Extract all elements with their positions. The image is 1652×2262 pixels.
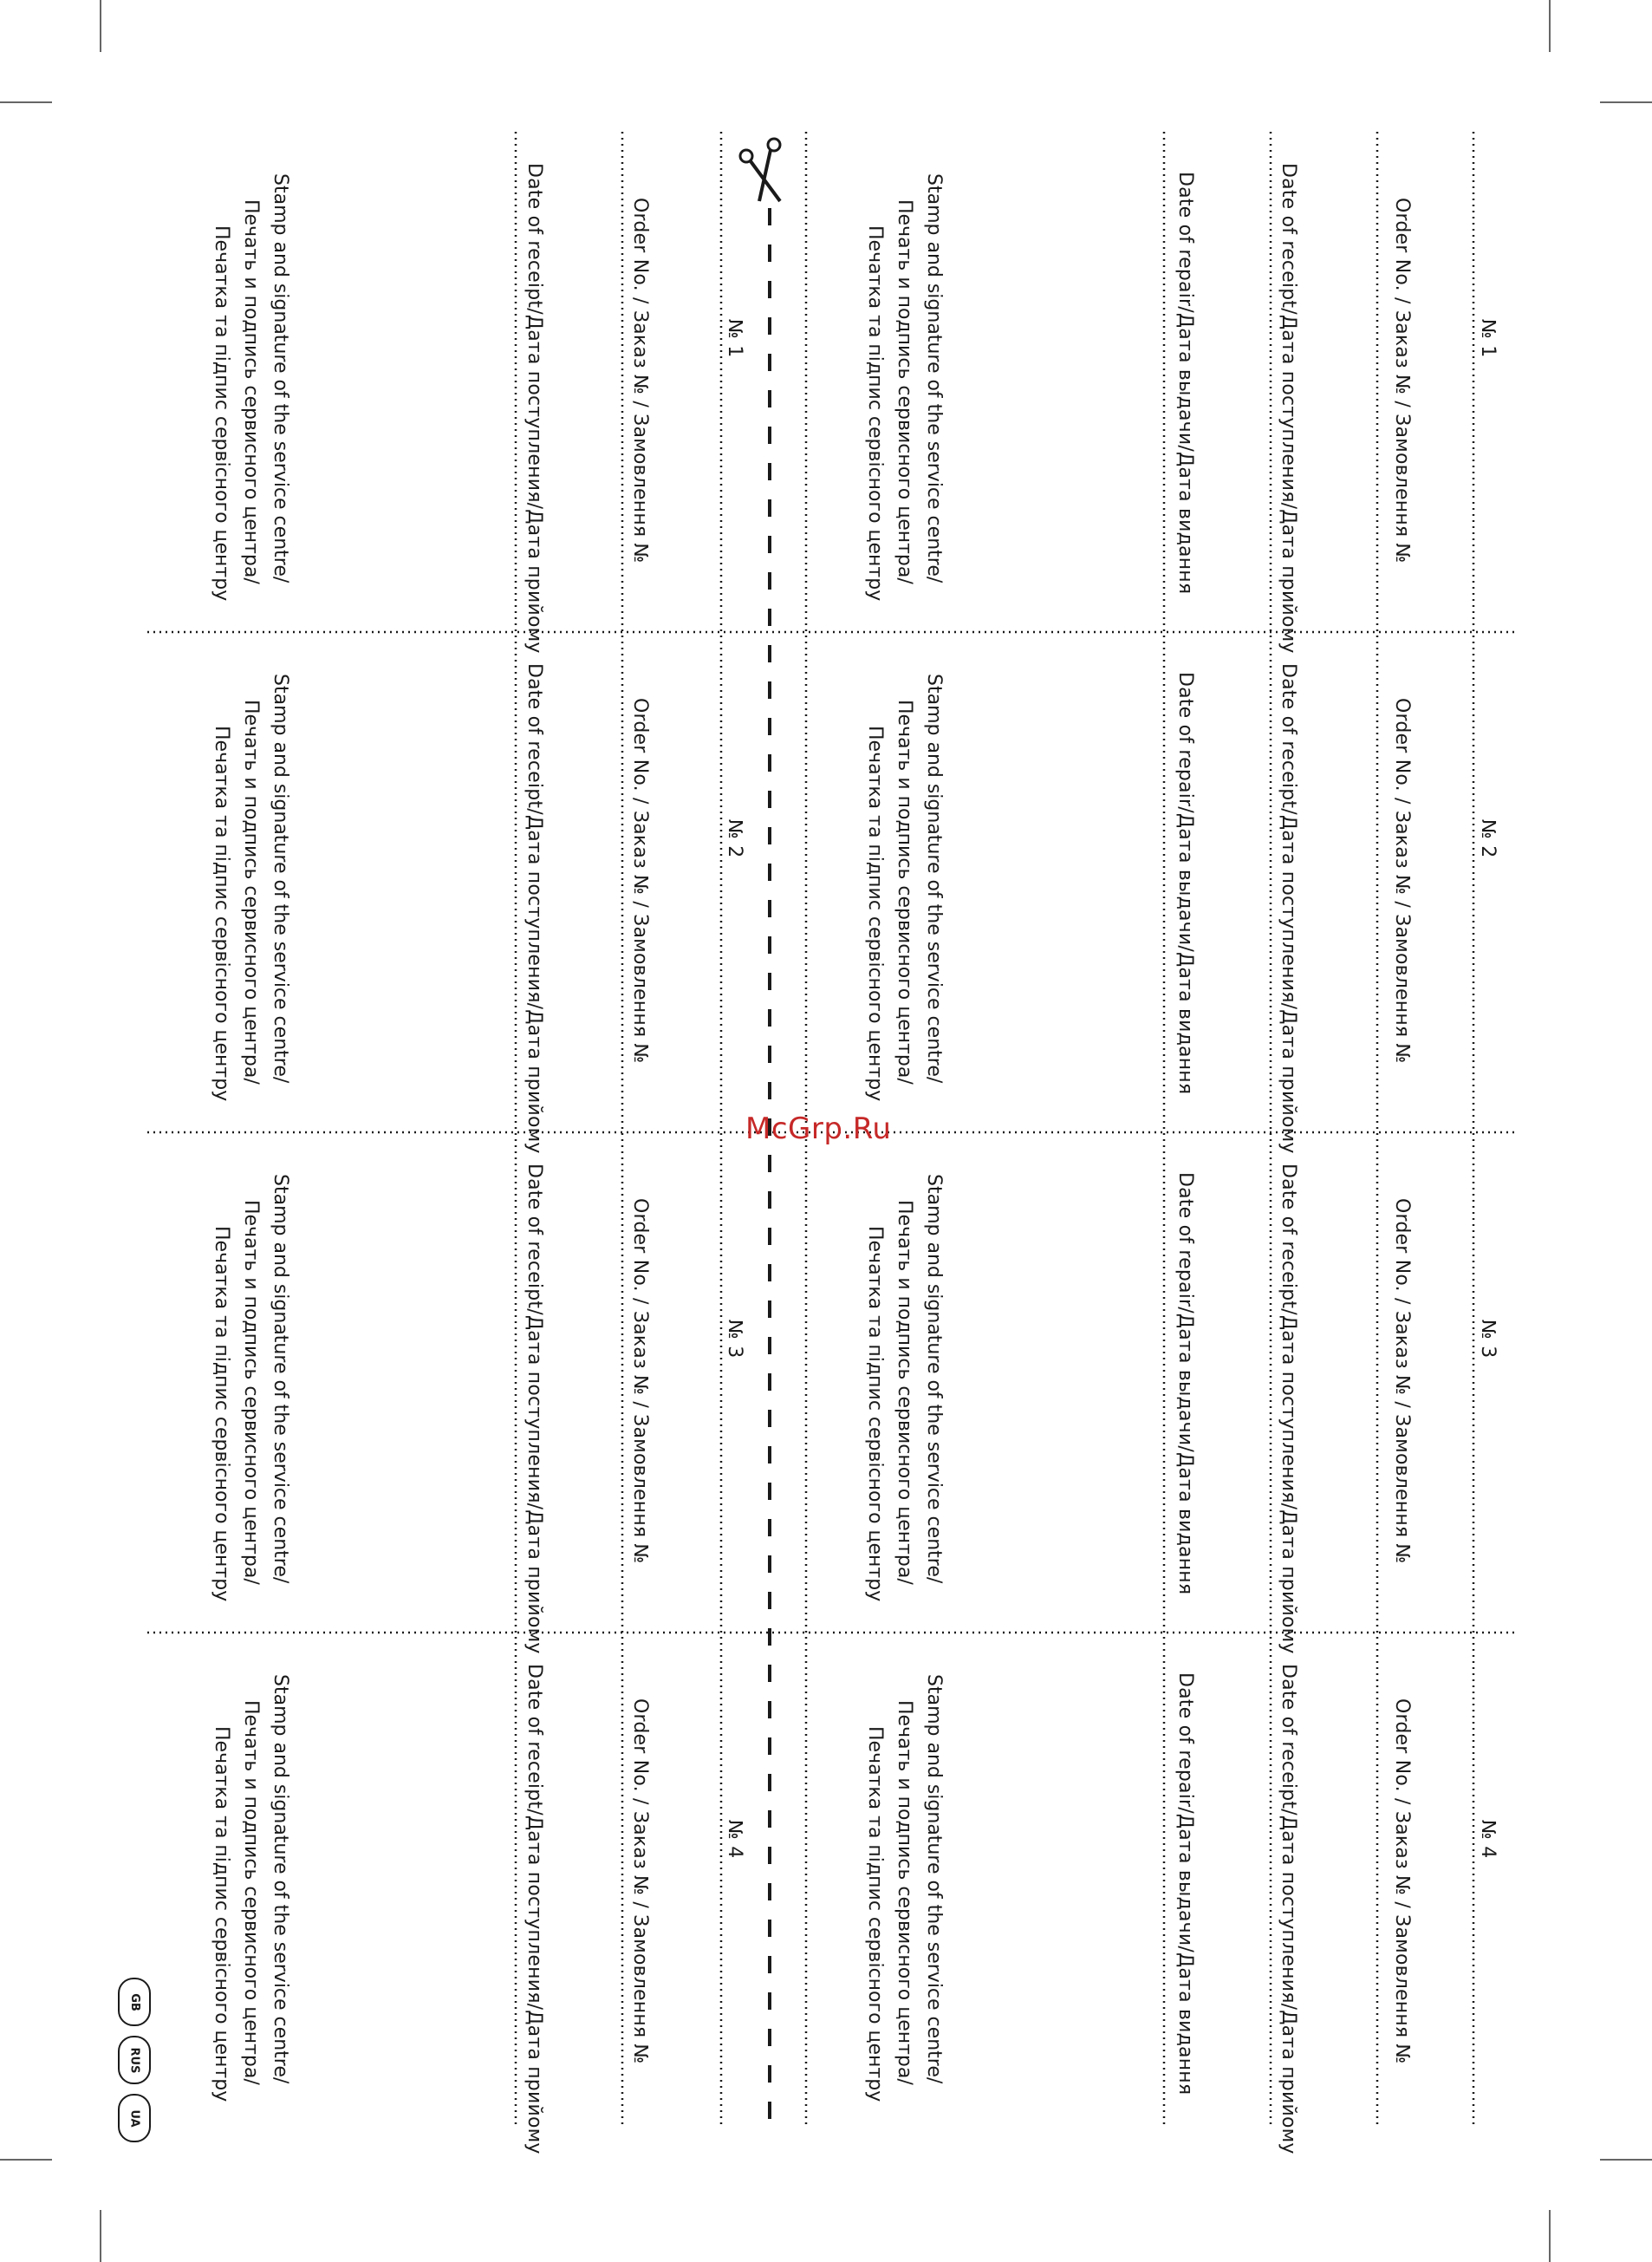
- coupon-number-upper: № 2: [1477, 819, 1499, 858]
- coupon-number-lower: № 4: [724, 1820, 745, 1859]
- receipt-date-field: Date of receipt/Дата поступления/Дата прийому: [1278, 663, 1299, 1154]
- repair-date-field: Date of repair/Дата выдачи/Дата видання: [1174, 1672, 1196, 2096]
- stamp-signature-lower: Stamp and signature of the service centre/ Печать и подпись сервисного центра/ Печатка та підпис сервісного центру: [211, 1174, 291, 1602]
- coupon-number-upper: № 3: [1477, 1320, 1499, 1359]
- order-number-field: Order No. / Заказ № / Замовлення №: [1391, 1198, 1413, 1564]
- receipt-date-field-lower: Date of receipt/Дата поступления/Дата прийому: [524, 1664, 545, 2154]
- receipt-date-field-lower: Date of receipt/Дата поступления/Дата прийому: [524, 163, 545, 654]
- receipt-date-field: Date of receipt/Дата поступления/Дата прийому: [1278, 163, 1299, 654]
- receipt-date-field-lower: Date of receipt/Дата поступления/Дата прийому: [524, 1164, 545, 1654]
- receipt-date-field: Date of receipt/Дата поступления/Дата прийому: [1278, 1664, 1299, 2154]
- stamp-signature-upper: Stamp and signature of the service centre/ Печать и подпись сервисного центра/ Печатка та підпис сервісного центру: [864, 1674, 945, 2102]
- order-number-field-lower: Order No. / Заказ № / Замовлення №: [629, 1698, 651, 2064]
- coupon-number-upper: № 1: [1477, 319, 1499, 358]
- receipt-date-field: Date of receipt/Дата поступления/Дата прийому: [1278, 1164, 1299, 1654]
- order-number-field: Order No. / Заказ № / Замовлення №: [1391, 1698, 1413, 2064]
- order-number-field: Order No. / Заказ № / Замовлення №: [1391, 698, 1413, 1064]
- repair-date-field: Date of repair/Дата выдачи/Дата видання: [1174, 172, 1196, 595]
- coupon-number-upper: № 4: [1477, 1820, 1499, 1859]
- watermark: McGrp.Ru: [745, 1111, 892, 1146]
- lang-badge-ua: UA: [118, 2094, 151, 2142]
- stamp-signature-upper: Stamp and signature of the service centre/ Печать и подпись сервисного центра/ Печатка та підпис сервісного центру: [864, 674, 945, 1102]
- scissors-icon: [740, 139, 780, 201]
- column-separators: [516, 132, 1473, 2128]
- coupon-number-lower: № 2: [724, 819, 745, 858]
- stamp-signature-upper: Stamp and signature of the service centre/ Печать и подпись сервисного центра/ Печатка та підпис сервісного центру: [864, 1174, 945, 1602]
- receipt-date-field-lower: Date of receipt/Дата поступления/Дата прийому: [524, 663, 545, 1154]
- stamp-signature-lower: Stamp and signature of the service centre/ Печать и подпись сервисного центра/ Печатка та підпис сервісного центру: [211, 1674, 291, 2102]
- lang-badge-rus: RUS: [118, 2036, 151, 2084]
- coupon-number-lower: № 1: [724, 319, 745, 358]
- repair-date-field: Date of repair/Дата выдачи/Дата видання: [1174, 1172, 1196, 1595]
- order-number-field-lower: Order No. / Заказ № / Замовлення №: [629, 1198, 651, 1564]
- order-number-field-lower: Order No. / Заказ № / Замовлення №: [629, 198, 651, 564]
- order-number-field: Order No. / Заказ № / Замовлення №: [1391, 198, 1413, 564]
- lang-badge-gb: GB: [118, 1978, 151, 2026]
- stamp-signature-lower: Stamp and signature of the service centre/ Печать и подпись сервисного центра/ Печатка та підпис сервісного центру: [211, 674, 291, 1102]
- stamp-signature-upper: Stamp and signature of the service centre/ Печать и подпись сервисного центра/ Печатка та підпис сервісного центру: [864, 173, 945, 602]
- stamp-signature-lower: Stamp and signature of the service centre/ Печать и подпись сервисного центра/ Печатка та підпис сервісного центру: [211, 173, 291, 602]
- order-number-field-lower: Order No. / Заказ № / Замовлення №: [629, 698, 651, 1064]
- repair-date-field: Date of repair/Дата выдачи/Дата видання: [1174, 672, 1196, 1095]
- coupon-number-lower: № 3: [724, 1320, 745, 1359]
